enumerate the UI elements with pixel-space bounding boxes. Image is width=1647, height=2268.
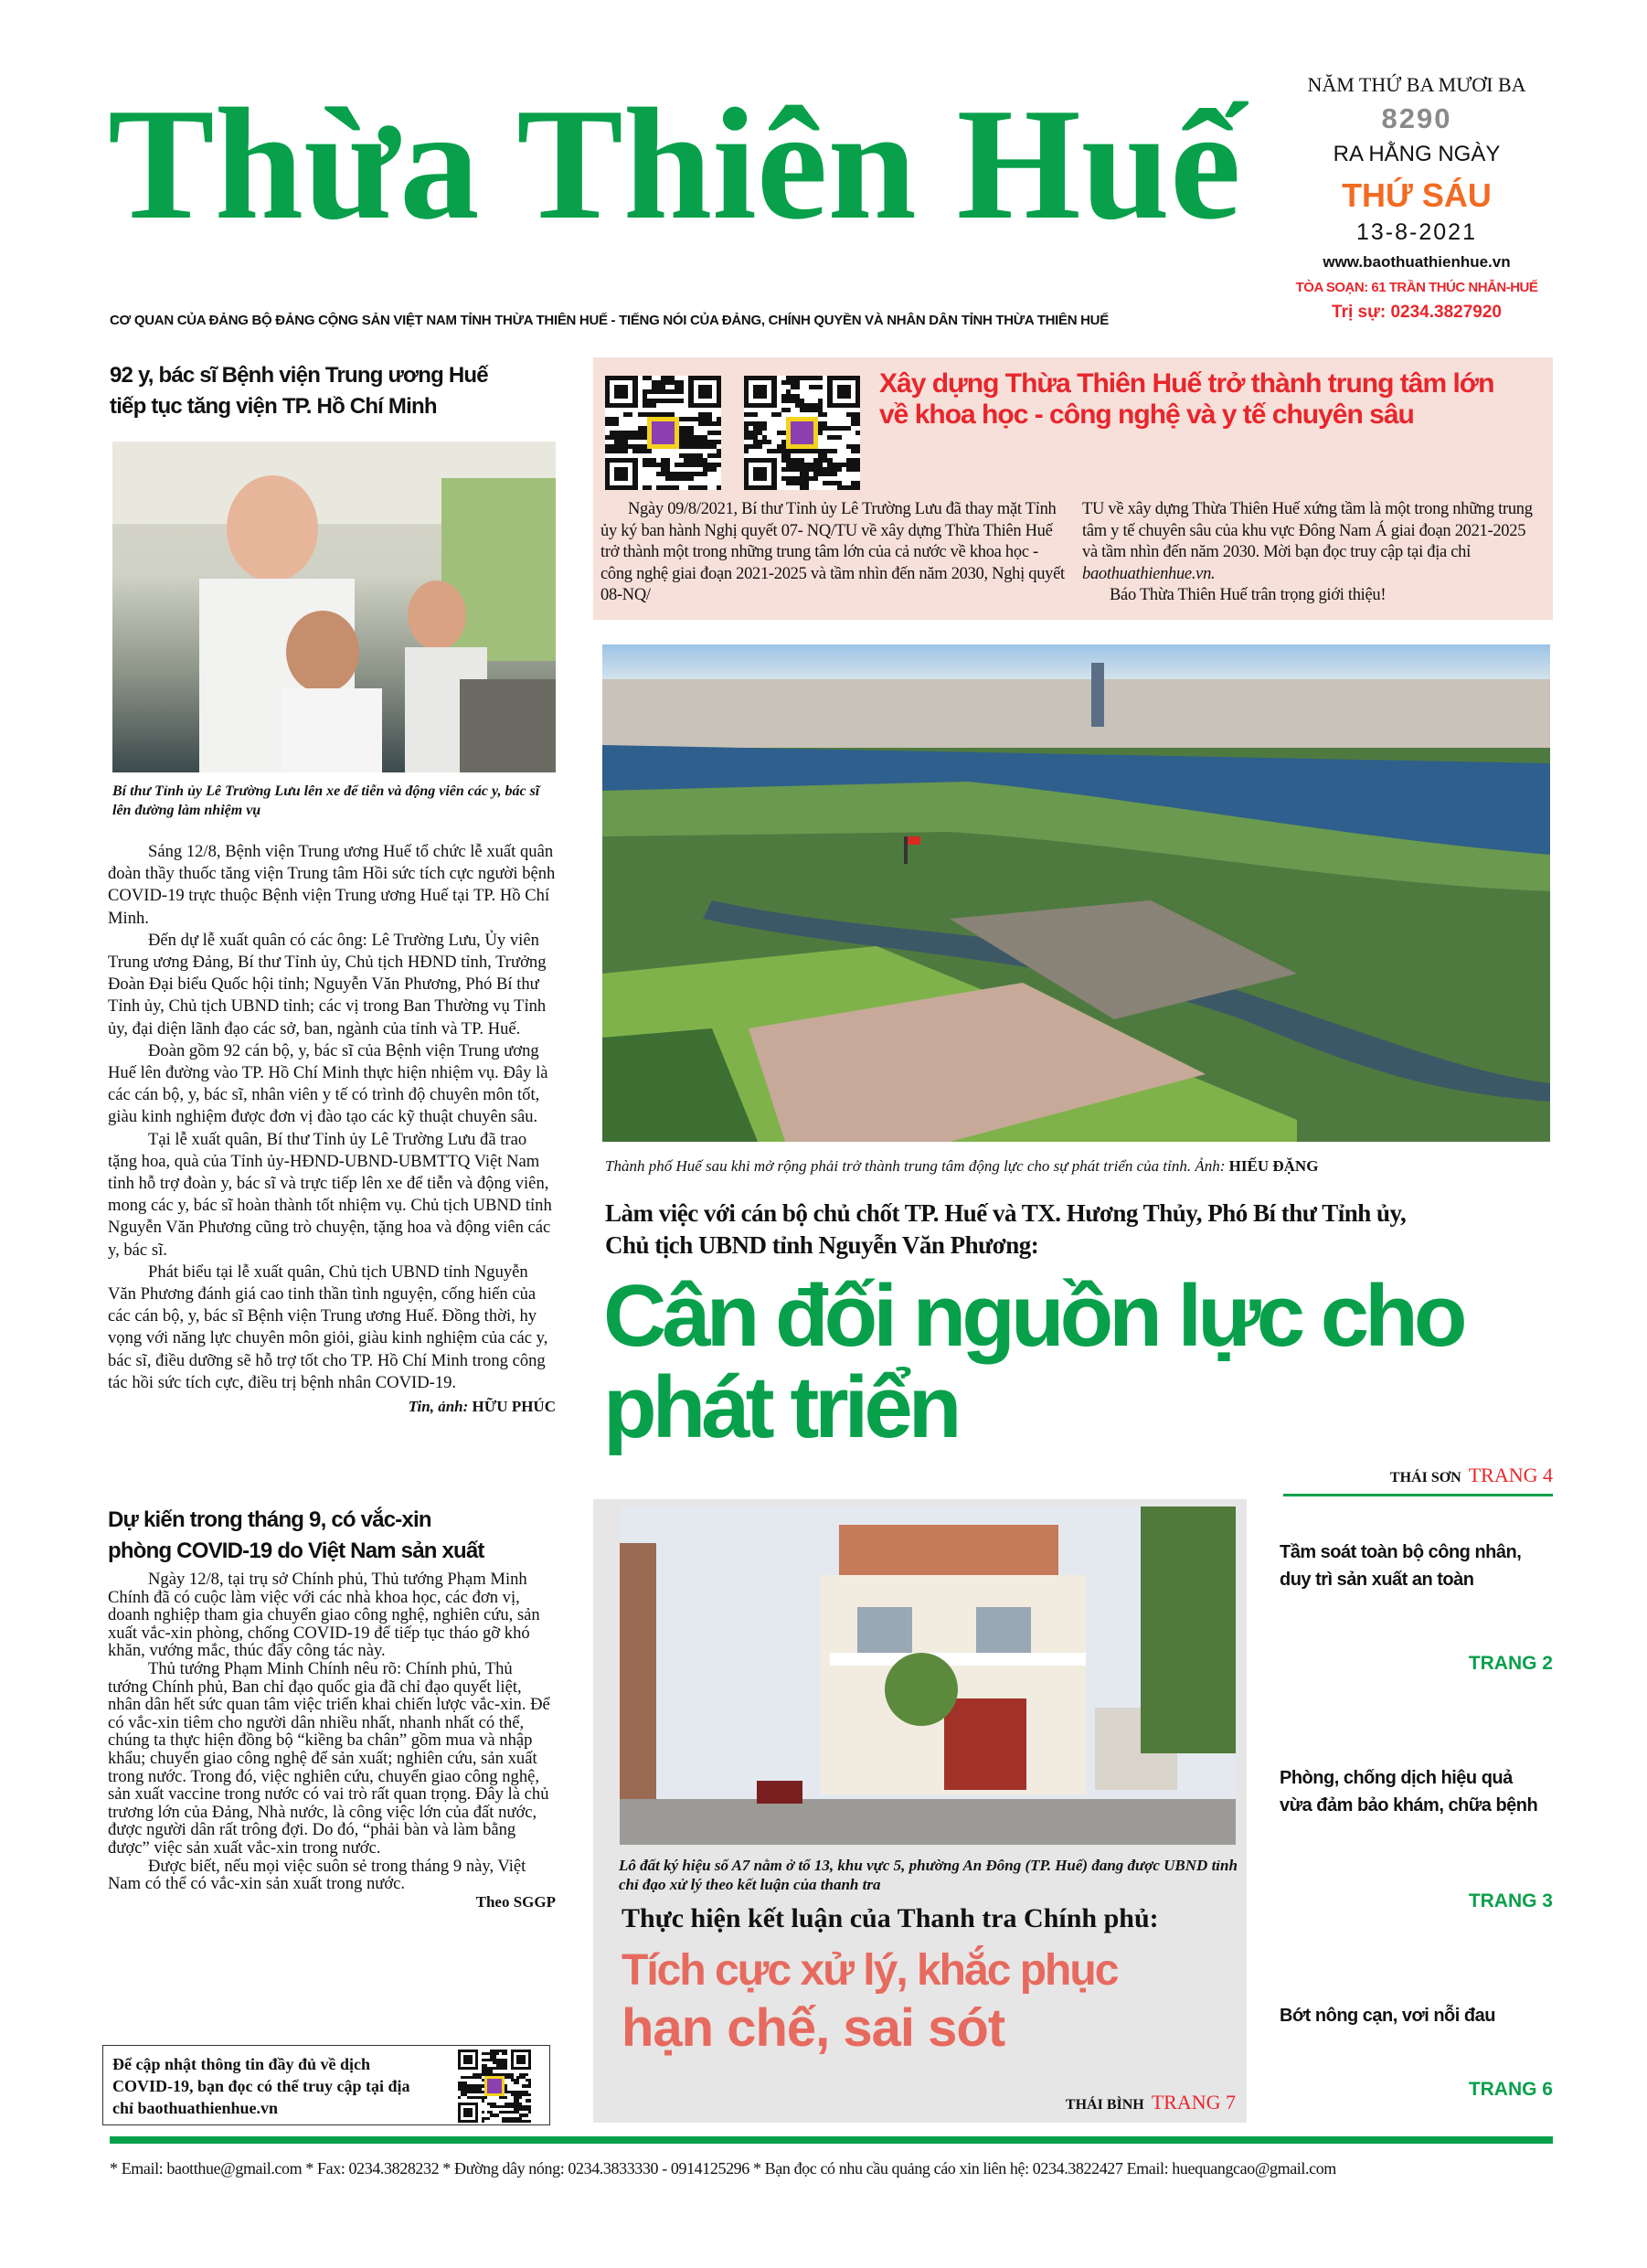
lead-photo-caption: [605, 1156, 1553, 1177]
issue-weekday: THỨ SÁU: [1342, 176, 1492, 214]
byline-name: HỮU PHÚC: [472, 1398, 556, 1416]
feature-box: [593, 357, 1553, 620]
sidebar-title: duy trì sản xuất an toàn: [1280, 1570, 1474, 1590]
inspection-subheadline: Thực hiện kết luận của Thanh tra Chính phủ:: [622, 1903, 1159, 1933]
feature-text-col1: Ngày 09/8/2021, Bí thư Tỉnh ủy Lê Trường Lưu đã thay mặt Tỉnh ủy ký ban hành Nghị quyết 07- NQ/TU về xây dựng Thừa Thiên Huế trở thành một trong những trung tâm lớn của cả nước về khoa học - công nghệ giai đoạn 2021-2025 và tầm nhìn đến năm 2030, Nghị quyết 08-NQ/: [600, 500, 1065, 604]
office-address: TÒA SOẠN: 61 TRẦN THÚC NHẪN-HUẾ: [1295, 280, 1538, 295]
qr-module: [717, 485, 721, 490]
masthead-title: Thừa Thiên Huế: [108, 75, 1241, 252]
subhead-line: Làm việc với cán bộ chủ chốt TP. Huế và TX. Hương Thủy, Phó Bí thư Tỉnh ủy,: [605, 1199, 1407, 1227]
headline-line: hạn chế, sai sót: [622, 1998, 1005, 2058]
byline-label: Tin, ảnh:: [408, 1398, 469, 1416]
office-phone: Trị sự: 0234.3827920: [1332, 303, 1502, 322]
headline-line: Tích cực xử lý, khắc phục: [622, 1946, 1118, 1995]
author: THÁI SƠN: [1389, 1470, 1461, 1485]
covid-info-box: [102, 2045, 550, 2125]
text: TU về xây dựng Thừa Thiên Huế xứng tầm là một trong những trung tâm y tế chuyên sâu của khu vực Đông Nam Á giai đoạn 2021-2025 và tầm nhìn đến năm 2030. Mời bạn đọc truy cập tại địa chỉ: [1082, 500, 1533, 561]
paragraph: Được biết, nếu mọi việc suôn sẻ trong tháng 9 này, Việt Nam có thể có vắc-xin sản xuất trong nước.: [108, 1856, 526, 1894]
footer-rule: [110, 2136, 1553, 2144]
title-line: Xây dựng Thừa Thiên Huế trở thành trung tâm lớn: [879, 368, 1494, 399]
qr-code-health[interactable]: [744, 376, 860, 490]
article1-photo-caption: Bí thư Tỉnh ủy Lê Trường Lưu lên xe để tiễn và động viên các y, bác sĩ lên đường làm nhiệm vụ: [112, 783, 540, 818]
paragraph: Ngày 12/8, tại trụ sở Chính phủ, Thủ tướng Phạm Minh Chính đã có cuộc làm việc với các nhà khoa học, các đơn vị, doanh nghiệp tham gia chuyển giao công nghệ, nghiên cứu, sản xuất vắc-xin phòng, chống COVID-19 để tiếp tục tháo gỡ khó khăn, vướng mắc, thúc đẩy công tác này.: [108, 1570, 540, 1661]
sidebar-item[interactable]: [1280, 1764, 1552, 1819]
feature-link[interactable]: baothuathienhue.vn.: [1082, 564, 1216, 583]
feature-title[interactable]: [879, 368, 1542, 431]
issue-year: NĂM THỨ BA MƯƠI BA: [1307, 73, 1526, 96]
sidebar-page-ref[interactable]: TRANG 3: [1468, 1890, 1553, 1911]
newspaper-masthead: [108, 64, 1250, 264]
sidebar-page-ref[interactable]: TRANG 6: [1468, 2079, 1553, 2100]
sidebar-title: Tầm soát toàn bộ công nhân,: [1280, 1542, 1522, 1562]
paragraph: Thủ tướng Phạm Minh Chính nêu rõ: Chính phủ, Thủ tướng Chính phủ, Ban chỉ đạo quốc gia đã chỉ đạo quyết liệt, nhân dân hết sức quan tâm việc triển khai chiến lược vắc-xin. Để có vắc-xin tiêm cho người dân nhiều nhất, nhanh nhất có thể, chúng ta thực hiện đồng bộ “kiềng ba chân” gồm mua và nhập khẩu; chuyển giao công nghệ để sản xuất; nghiên cứu, sản xuất trong nước. Trong đó, việc nghiên cứu, chuyển giao công nghệ, sản xuất vaccine trong nước có vai trò rất quan trọng. Đây là chủ trương lớn của Đảng, Nhà nước, là công việc lớn của đất nước, được người dân rất trông đợi. Do đó, “phải bàn và làm bằng được” việc sản xuất vắc-xin trong nước.: [108, 1658, 550, 1858]
page-ref[interactable]: TRANG 7: [1151, 2091, 1236, 2114]
headline-line: tiếp tục tăng viện TP. Hồ Chí Minh: [110, 394, 437, 419]
footer-contact: * Email: baotthue@gmail.com * Fax: 0234.3828232 * Đường dây nóng: 0234.3833330 - 0914125296 * Bạn đọc có nhu cầu quảng cáo xin liên hệ: 0234.3822427 Email: huequangcao@gmail.com: [110, 2159, 1336, 2177]
title-line: về khoa học - công nghệ và y tế chuyên sâu: [879, 399, 1414, 430]
paragraph: Sáng 12/8, Bệnh viện Trung ương Huế tổ chức lễ xuất quân đoàn thầy thuốc tăng viện Trung tâm Hồi sức tích cực người bệnh COVID-19 trực thuộc Bệnh viện Trung ương Huế tại TP. Hồ Chí Minh.: [108, 842, 556, 928]
qr-code-science[interactable]: [605, 376, 721, 490]
article2-body: [108, 1571, 556, 1911]
aerial-illustration: [602, 644, 1550, 1142]
lead-headline[interactable]: Cân đối nguồn lực cho phát triển: [603, 1267, 1463, 1456]
feature-text-col2: [1082, 499, 1544, 607]
headline-line: 92 y, bác sĩ Bệnh viện Trung ương Huế: [110, 363, 488, 388]
qr-module: [855, 485, 860, 490]
sidebar-title: vừa đảm bảo khám, chữa bệnh: [1280, 1795, 1538, 1815]
headline-line: Dự kiến trong tháng 9, có vắc-xin: [108, 1507, 431, 1532]
inspection-box: [593, 1499, 1247, 2123]
sidebar-page-ref[interactable]: TRANG 2: [1468, 1653, 1553, 1674]
subhead-line: Chủ tịch UBND tỉnh Nguyễn Văn Phương:: [605, 1231, 1039, 1259]
sidebar-title: Bớt nông cạn, vơi nỗi đau: [1280, 2006, 1495, 2026]
sidebar-item[interactable]: [1280, 1539, 1552, 1593]
sidebar-item[interactable]: [1280, 2002, 1552, 2029]
article1-body: [108, 841, 556, 1418]
paragraph: Phát biểu tại lễ xuất quân, Chủ tịch UBND tỉnh Nguyễn Văn Phương đánh giá cao tinh thần tình nguyện, cống hiến của các cán bộ, y, bác sĩ Bệnh viện Trung ương Huế. Đồng thời, hy vọng với năng lực chuyên môn giỏi, giàu kinh nghiệm của các y, bác sĩ, điều dưỡng sẽ hỗ trợ tốt cho TP. Hồ Chí Minh trong công tác hồi sức tích cực, điều trị bệnh nhân COVID-19.: [108, 1262, 548, 1392]
page-ref[interactable]: TRANG 4: [1468, 1464, 1553, 1486]
photo-credit: HIẾU ĐẶNG: [1228, 1157, 1319, 1175]
caption-text: Thành phố Huế sau khi mở rộng phải trở thành trung tâm động lực cho sự phát triển của tỉnh. Ảnh:: [605, 1157, 1226, 1175]
issue-frequency: RA HẰNG NGÀY: [1333, 142, 1501, 166]
article1-headline[interactable]: [110, 360, 556, 422]
house-photo: [620, 1507, 1236, 1845]
divider: [1283, 1494, 1553, 1496]
paragraph: Đến dự lễ xuất quân có các ông: Lê Trường Lưu, Ủy viên Trung ương Đảng, Bí thư Tỉnh ủy, Chủ tịch HĐND tỉnh, Trưởng Đoàn Đại biểu Quốc hội tỉnh; Nguyễn Văn Phương, Phó Bí thư Tỉnh ủy, Chủ tịch UBND tỉnh; các vị trong Ban Thường vụ Tỉnh ủy, đại diện lãnh đạo các sở, ban, ngành của tỉnh và TP. Huế.: [108, 930, 547, 1038]
article1-byline: [108, 1396, 556, 1418]
issue-number: 8290: [1381, 102, 1452, 134]
sidebar-title: Phòng, chống dịch hiệu quả: [1280, 1768, 1513, 1788]
headline-line: phòng COVID-19 do Việt Nam sản xuất: [108, 1539, 484, 1563]
text: Báo Thừa Thiên Huế trân trọng giới thiệu!: [1110, 586, 1387, 604]
inspection-photo-caption: Lô đất ký hiệu số A7 nằm ở tổ 13, khu vực 5, phường An Đông (TP. Huế) đang được UBND tỉnh chỉ đạo xử lý theo kết luận của thanh tra: [619, 1857, 1238, 1893]
qr-module: [528, 2120, 531, 2123]
paragraph: Tại lễ xuất quân, Bí thư Tỉnh ủy Lê Trường Lưu đã trao tặng hoa, quà của Tỉnh ủy-HĐND-UBND-UBMTTQ Việt Nam tỉnh hỗ trợ đoàn y, bác sĩ và trực tiếp lên xe để tiễn và động viên, mong các y, bác sĩ hoàn thành tốt nhiệm vụ. Chủ tịch UBND tỉnh Nguyễn Văn Phương cũng trò chuyện, tặng hoa và động viên các y, bác sĩ.: [108, 1129, 552, 1260]
article2-headline[interactable]: [108, 1505, 556, 1567]
website-link[interactable]: www.baothuathienhue.vn: [1323, 253, 1511, 271]
article1-photo: [112, 442, 556, 772]
house-illustration: [620, 1507, 1236, 1845]
qr-code[interactable]: [458, 2050, 531, 2123]
hue-city-aerial-photo: [602, 644, 1550, 1142]
inspection-byline: [1066, 2090, 1236, 2118]
lead-subheadline: [605, 1198, 1553, 1262]
covid-info-text: Để cập nhật thông tin đầy đủ về dịch COVID-19, bạn đọc có thể truy cập tại địa chỉ baothuathienhue.vn: [112, 2055, 410, 2117]
masthead-tagline: CƠ QUAN CỦA ĐẢNG BỘ ĐẢNG CỘNG SẢN VIỆT NAM TỈNH THỪA THIÊN HUẾ - TIẾNG NÓI CỦA ĐẢNG, CHÍNH QUYỀN VÀ NHÂN DÂN TỈNH THỪA THIÊN HUẾ: [110, 313, 1109, 328]
bus-scene-illustration: [112, 442, 556, 772]
paragraph: Đoàn gồm 92 cán bộ, y, bác sĩ của Bệnh viện Trung ương Huế lên đường vào TP. Hồ Chí Minh thực hiện nhiệm vụ. Đây là các cán bộ, y, bác sĩ, nhân viên y tế có trình độ chuyên môn tốt, giàu kinh nghiệm được đơn vị đào tạo các kỹ thuật chuyên sâu.: [108, 1040, 548, 1127]
article2-source: Theo SGGP: [475, 1892, 556, 1911]
author: THÁI BÌNH: [1065, 2097, 1144, 2113]
inspection-headline[interactable]: [622, 1943, 1243, 2059]
issue-date: 13-8-2021: [1356, 219, 1477, 245]
lead-byline: [1390, 1463, 1553, 1491]
